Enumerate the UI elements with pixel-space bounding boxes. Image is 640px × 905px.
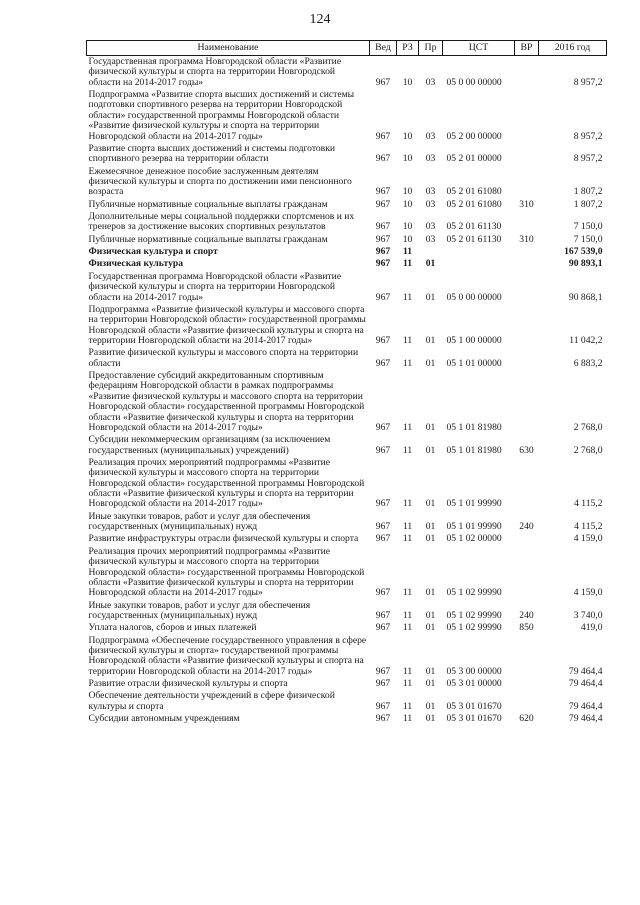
row-cst: 05 2 00 00000	[446, 130, 502, 142]
row-sum: 7 150,0	[573, 221, 603, 233]
table-row	[87, 635, 607, 678]
row-name: Развитие инфраструктуры отрасли физической культуры и спорта	[88, 533, 359, 545]
row-ved: 967	[375, 521, 391, 533]
table-row	[87, 690, 607, 713]
row-sum: 4 115,2	[574, 521, 603, 533]
table-row	[87, 347, 607, 370]
row-pr: 03	[425, 198, 436, 210]
table-row	[87, 89, 607, 143]
row-rz: 10	[402, 186, 413, 198]
row-name: Предоставление субсидий аккредитованным спортивным федерациям Новгородской области в рамках подпрограммы «Развитие физической культуры и массового спорта на территории Новгородской области» государственной программы Новгородской области «Развитие физической культуры и спорта на территории Новгородской области на 2014-2017 годы»	[88, 370, 365, 433]
table-row	[87, 56, 607, 90]
row-ved: 967	[375, 186, 391, 198]
row-name: Реализация прочих мероприятий подпрограммы «Развитие физической культуры и массового спорта на территории Новгородской области» государственной программы Новгородской области «Развитие физической культуры и спорта на территории Новгородской области на 2014-2017 годы»	[88, 545, 365, 599]
row-sum: 2 768,0	[573, 421, 603, 433]
row-name: Государственная программа Новгородской области «Развитие физической культуры и спорта на территории Новгородской области на 2014-2017 годы»	[88, 56, 342, 88]
table-header-row	[87, 41, 607, 56]
row-name: Подпрограмма «Развитие физической культуры и массового спорта на территории Новгородской области» государственной программы Новгородской области «Развитие физической культуры и спорта на территории Новгородской области на 2014-2017 годы»	[88, 303, 366, 346]
row-vr	[515, 347, 539, 370]
row-pr: 01	[425, 357, 436, 369]
row-sum: 7 150,0	[573, 233, 603, 245]
row-rz: 10	[402, 233, 413, 245]
row-pr: 01	[425, 444, 436, 456]
row-pr	[419, 246, 443, 258]
row-ved: 967	[375, 334, 391, 346]
row-ved: 967	[375, 258, 391, 270]
table-row	[87, 166, 607, 199]
row-rz: 11	[402, 587, 413, 599]
row-ved: 967	[375, 221, 391, 233]
row-name: Дополнительные меры социальной поддержки спортсменов и их тренеров за достижение высоких спортивных результатов	[88, 211, 355, 233]
row-vr	[515, 246, 539, 258]
row-pr: 01	[425, 291, 436, 303]
row-name: Иные закупки товаров, работ и услуг для обеспечения государственных (муниципальных) нужд	[88, 510, 311, 533]
table-row	[87, 533, 607, 545]
header-vr: ВР	[515, 41, 539, 56]
page-number: 124	[309, 12, 331, 27]
row-pr: 01	[425, 334, 436, 346]
row-sum: 6 883,2	[573, 357, 603, 369]
row-rz: 10	[402, 153, 413, 165]
table-row	[87, 143, 607, 166]
table-row	[87, 511, 607, 534]
row-ved: 967	[375, 76, 391, 88]
row-sum: 11 042,2	[569, 334, 603, 346]
row-sum: 90 868,1	[568, 291, 603, 303]
row-rz: 11	[402, 258, 413, 270]
row-vr	[515, 546, 539, 600]
budget-table	[86, 40, 607, 726]
row-rz: 11	[402, 609, 413, 621]
row-cst: 05 1 00 00000	[446, 334, 502, 346]
row-rz: 11	[402, 665, 413, 677]
row-vr: 240	[519, 609, 534, 621]
row-cst: 05 2 01 61130	[446, 233, 502, 245]
row-vr	[515, 211, 539, 234]
row-rz: 11	[402, 444, 413, 456]
row-ved: 967	[375, 587, 391, 599]
header-pr: Пр	[419, 41, 443, 56]
row-cst: 05 1 02 00000	[446, 533, 502, 545]
row-name: Уплата налогов, сборов и иных платежей	[88, 622, 257, 634]
row-pr: 01	[425, 622, 436, 634]
row-vr	[515, 56, 539, 90]
header-ved: Вед	[370, 41, 397, 56]
table-row	[87, 457, 607, 511]
row-sum: 2 768,0	[573, 444, 603, 456]
row-ved: 967	[375, 357, 391, 369]
row-vr	[515, 533, 539, 545]
row-vr: 620	[519, 713, 534, 725]
row-sum: 90 893,1	[568, 258, 603, 270]
header-sum: 2016 год	[539, 41, 607, 56]
row-ved: 967	[375, 498, 391, 510]
row-pr: 01	[425, 700, 436, 712]
row-rz: 11	[402, 678, 413, 690]
row-rz: 10	[402, 221, 413, 233]
row-rz: 11	[402, 521, 413, 533]
row-name: Развитие спорта высших достижений и системы подготовки спортивного резерва на территории области	[88, 142, 336, 165]
row-name: Обеспечение деятельности учреждений в сфере физической культуры и спорта	[88, 690, 335, 712]
row-vr	[515, 457, 539, 511]
header-name: Наименование	[87, 41, 370, 56]
row-sum: 4 115,2	[574, 498, 603, 510]
row-sum: 1 807,2	[573, 186, 603, 198]
row-rz: 11	[402, 498, 413, 510]
row-pr: 01	[425, 421, 436, 433]
row-vr: 630	[519, 444, 534, 456]
table-row	[87, 258, 607, 270]
row-vr: 850	[519, 622, 534, 634]
row-vr	[515, 166, 539, 199]
row-vr: 310	[519, 233, 534, 245]
row-cst: 05 1 01 81980	[446, 444, 502, 456]
row-cst: 05 2 01 61080	[446, 198, 502, 210]
row-cst: 05 3 01 01670	[446, 700, 502, 712]
row-pr: 01	[425, 521, 436, 533]
row-cst: 05 0 00 00000	[446, 291, 502, 303]
row-cst: 05 1 01 99990	[446, 521, 502, 533]
row-vr	[515, 271, 539, 304]
row-cst: 05 1 02 99990	[446, 622, 502, 634]
row-ved: 967	[375, 609, 391, 621]
row-name: Физическая культура и спорт	[88, 246, 218, 258]
row-sum: 8 957,2	[573, 130, 603, 142]
row-ved: 967	[375, 421, 391, 433]
row-name: Публичные нормативные социальные выплаты гражданам	[88, 233, 328, 245]
row-rz: 11	[402, 622, 413, 634]
row-pr: 01	[425, 498, 436, 510]
header-rz: РЗ	[397, 41, 419, 56]
table-body	[87, 56, 607, 726]
row-sum: 79 464,4	[568, 700, 603, 712]
row-pr: 03	[425, 153, 436, 165]
row-ved: 967	[375, 444, 391, 456]
row-name: Государственная программа Новгородской области «Развитие физической культуры и спорта на территории Новгородской области на 2014-2017 годы»	[88, 270, 342, 303]
table-row	[87, 713, 607, 725]
row-name: Субсидии автономным учреждениям	[88, 713, 240, 725]
row-name: Публичные нормативные социальные выплаты гражданам	[88, 198, 328, 210]
table-row	[87, 234, 607, 246]
row-rz: 11	[402, 533, 413, 545]
table-row	[87, 246, 607, 258]
table-row	[87, 199, 607, 211]
row-sum: 4 159,0	[573, 587, 603, 599]
row-ved: 967	[375, 233, 391, 245]
row-sum: 8 957,2	[573, 76, 603, 88]
row-cst: 05 2 01 61080	[446, 186, 502, 198]
table-row	[87, 546, 607, 600]
row-rz: 10	[402, 198, 413, 210]
row-ved: 967	[375, 700, 391, 712]
row-sum: 167 539,0	[564, 246, 603, 258]
row-vr: 240	[519, 521, 534, 533]
row-cst: 05 1 01 81980	[446, 421, 502, 433]
row-pr: 03	[425, 76, 436, 88]
row-vr	[515, 89, 539, 143]
row-cst: 05 2 01 61130	[446, 221, 502, 233]
row-vr	[515, 690, 539, 713]
row-pr: 03	[425, 130, 436, 142]
table-row	[87, 600, 607, 623]
header-cst: ЦСТ	[443, 41, 515, 56]
row-pr: 01	[425, 678, 436, 690]
row-name: Развитие отрасли физической культуры и спорта	[88, 678, 288, 690]
row-rz: 11	[402, 246, 413, 258]
row-pr: 01	[425, 713, 436, 725]
row-vr	[515, 304, 539, 347]
table-row	[87, 271, 607, 304]
row-ved: 967	[375, 198, 391, 210]
row-cst	[443, 258, 515, 270]
row-rz: 11	[402, 291, 413, 303]
row-name: Реализация прочих мероприятий подпрограммы «Развитие физической культуры и массового спорта на территории Новгородской области» государственной программы Новгородской области «Развитие физической культуры и спорта на территории Новгородской области на 2014-2017 годы»	[88, 456, 365, 510]
row-sum: 419,0	[580, 622, 603, 634]
row-ved: 967	[375, 130, 391, 142]
row-cst: 05 2 01 00000	[446, 153, 502, 165]
row-pr: 03	[425, 186, 436, 198]
row-ved: 967	[375, 246, 391, 258]
row-ved: 967	[375, 665, 391, 677]
table-row	[87, 370, 607, 434]
row-cst: 05 3 01 01670	[446, 713, 502, 725]
row-vr	[515, 370, 539, 434]
row-ved: 967	[375, 291, 391, 303]
row-pr: 01	[425, 258, 436, 270]
row-ved: 967	[375, 678, 391, 690]
row-rz: 11	[402, 421, 413, 433]
table-row	[87, 211, 607, 234]
row-pr: 01	[425, 665, 436, 677]
row-cst: 05 1 02 99990	[446, 609, 502, 621]
row-ved: 967	[375, 153, 391, 165]
row-cst: 05 1 01 99990	[446, 498, 502, 510]
row-vr	[515, 635, 539, 678]
row-vr	[515, 258, 539, 270]
row-sum: 4 159,0	[573, 533, 603, 545]
row-vr: 310	[519, 198, 534, 210]
row-cst: 05 3 01 00000	[446, 678, 502, 690]
table-row	[87, 304, 607, 347]
row-vr	[515, 143, 539, 166]
row-rz: 11	[402, 357, 413, 369]
table-row	[87, 622, 607, 634]
row-name: Физическая культура	[88, 258, 184, 270]
table-row	[87, 434, 607, 457]
row-cst	[443, 246, 515, 258]
row-pr: 03	[425, 221, 436, 233]
row-rz: 11	[402, 334, 413, 346]
row-cst: 05 3 00 00000	[446, 665, 502, 677]
row-pr: 01	[425, 533, 436, 545]
row-cst: 05 1 01 00000	[446, 357, 502, 369]
table-row	[87, 678, 607, 690]
row-sum: 79 464,4	[568, 678, 603, 690]
row-name: Иные закупки товаров, работ и услуг для обеспечения государственных (муниципальных) нужд	[88, 599, 311, 621]
row-sum: 3 740,0	[573, 609, 603, 621]
row-sum: 79 464,4	[568, 713, 603, 725]
row-ved: 967	[375, 533, 391, 545]
row-pr: 01	[425, 609, 436, 621]
row-rz: 10	[402, 76, 413, 88]
row-sum: 8 957,2	[573, 153, 603, 165]
row-name: Развитие физической культуры и массового спорта на территории области	[88, 347, 359, 369]
row-name: Подпрограмма «Обеспечение государственного управления в сфере физической культуры и спорта» государственной программы Новгородской области «Развитие физической культуры и спорта на территории Новгородской области на 2014-2017 годы»	[88, 634, 367, 677]
row-name: Ежемесячное денежное пособие заслуженным деятелям физической культуры и спорта по достижении ими пенсионного возраста	[88, 165, 352, 198]
row-vr	[515, 678, 539, 690]
row-ved: 967	[375, 713, 391, 725]
row-pr: 01	[425, 587, 436, 599]
row-sum: 79 464,4	[568, 665, 603, 677]
row-cst: 05 0 00 00000	[446, 76, 502, 88]
row-name: Подпрограмма «Развитие спорта высших достижений и системы подготовки спортивного резерва на территории Новгородской области» государственной программы Новгородской области «Развитие физической культуры и спорта на территории Новгородской области на 2014-2017 годы»	[88, 89, 355, 142]
row-name: Субсидии некоммерческим организациям (за исключением государственных (муниципальных) учреждений)	[88, 434, 331, 456]
row-cst: 05 1 02 99990	[446, 587, 502, 599]
row-pr: 03	[425, 233, 436, 245]
row-sum: 1 807,2	[573, 198, 603, 210]
row-rz: 11	[402, 713, 413, 725]
row-rz: 11	[402, 700, 413, 712]
row-rz: 10	[402, 130, 413, 142]
row-ved: 967	[375, 622, 391, 634]
